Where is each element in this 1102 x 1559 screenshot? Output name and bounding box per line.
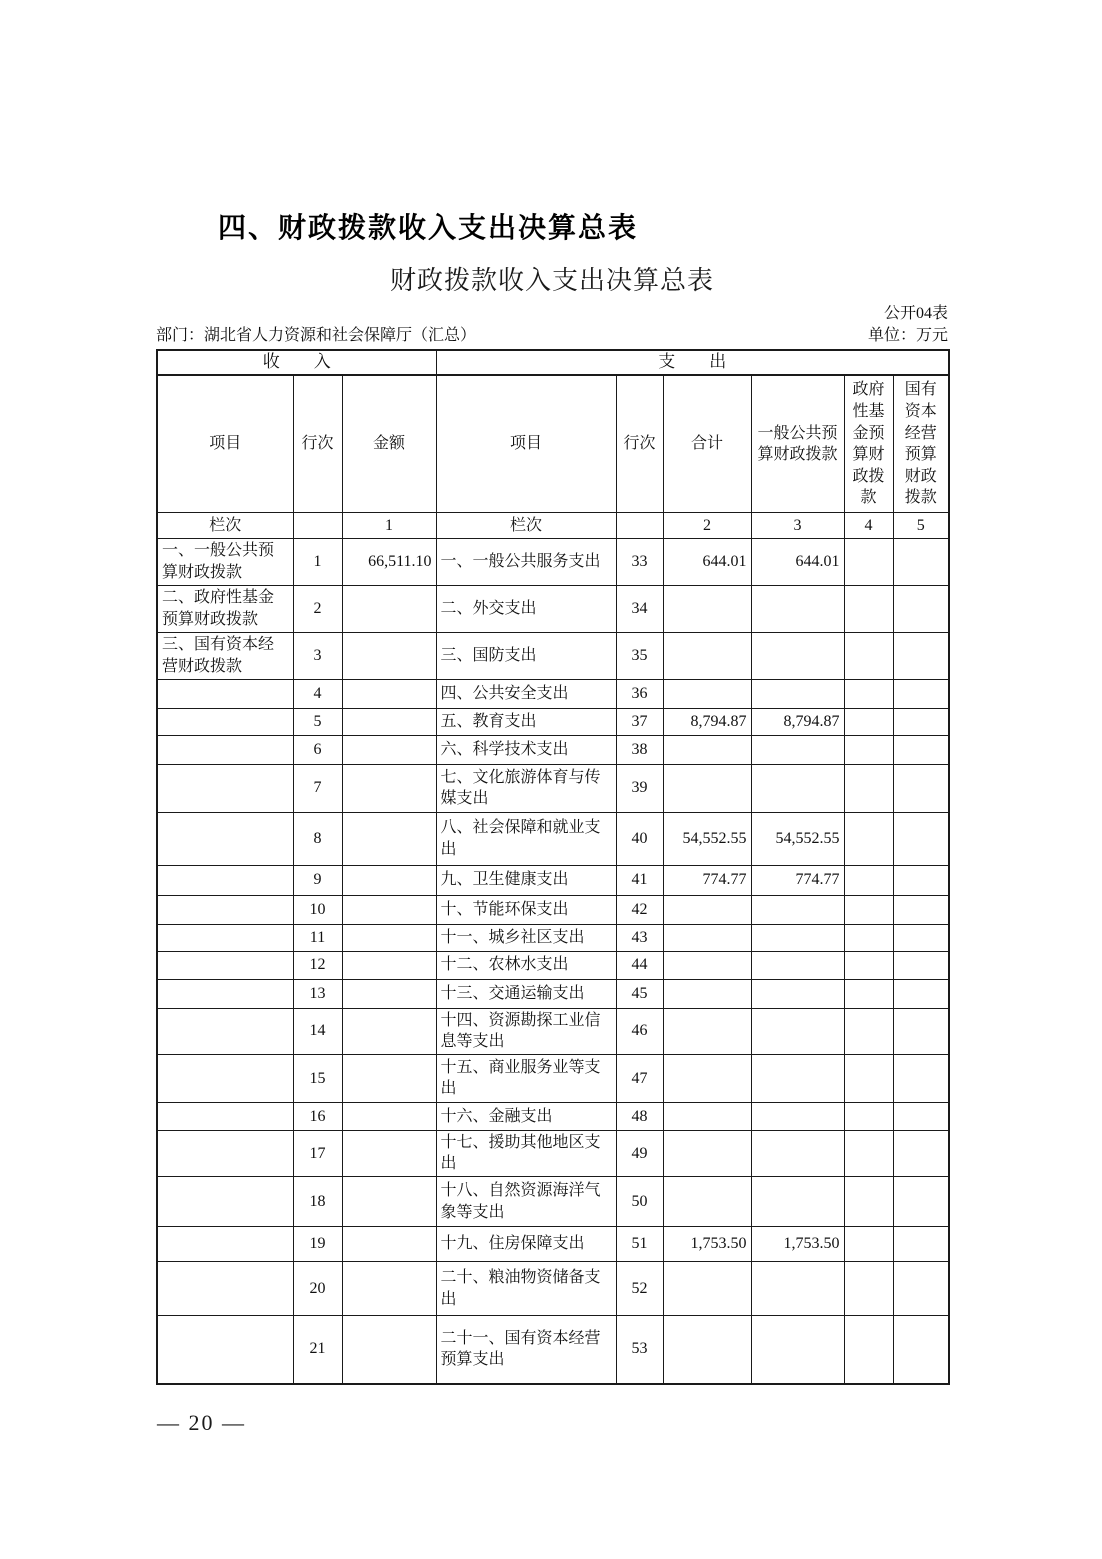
income-item-cell: [157, 1054, 293, 1102]
table-row: [157, 951, 949, 979]
expense-line-cell: 48: [616, 1102, 663, 1130]
expense-line-cell: 36: [616, 679, 663, 708]
expense-item-cell: 十六、金融支出: [436, 1102, 616, 1130]
expense-govfund-cell: [844, 1008, 893, 1054]
income-line-cell: 2: [293, 585, 342, 632]
income-line-cell: 14: [293, 1008, 342, 1054]
expense-line-cell: 44: [616, 951, 663, 979]
expense-item-cell: 十二、农林水支出: [436, 951, 616, 979]
income-item-cell: [157, 951, 293, 979]
expense-total-cell: [663, 924, 751, 951]
expense-line-cell: 34: [616, 585, 663, 632]
expense-line-cell: 53: [616, 1316, 663, 1384]
form-code-label: 公开04表: [883, 305, 948, 322]
section-title: 四、财政拨款收入支出决算总表: [218, 212, 639, 243]
expense-total-cell: [663, 979, 751, 1008]
expense-total-cell: [663, 585, 751, 632]
income-amount-cell: [342, 1316, 436, 1384]
income-amount-cell: [342, 1262, 436, 1316]
expense-state-capital-cell: [893, 764, 949, 812]
expense-total-cell: [663, 1102, 751, 1130]
expense-item-cell: 十、节能环保支出: [436, 895, 616, 924]
expense-state-capital-cell: [893, 539, 949, 585]
expense-govfund-cell: [844, 812, 893, 865]
expense-line-cell: 43: [616, 924, 663, 951]
table-meta-line: [156, 322, 948, 345]
income-line-cell: 13: [293, 979, 342, 1008]
income-item-header: 项目: [157, 375, 293, 513]
income-line-cell: 8: [293, 812, 342, 865]
expense-item-cell: 二十一、国有资本经营预算支出: [436, 1316, 616, 1384]
expense-govfund-cell: [844, 679, 893, 708]
expense-line-cell: 39: [616, 764, 663, 812]
income-amount-cell: [342, 735, 436, 764]
expense-item-cell: 栏次: [436, 513, 616, 539]
expense-govfund-cell: [844, 924, 893, 951]
income-item-cell: [157, 679, 293, 708]
expense-item-cell: 十三、交通运输支出: [436, 979, 616, 1008]
income-line-header: 行次: [293, 375, 342, 513]
expense-govfund-cell: [844, 735, 893, 764]
income-amount-cell: [342, 1008, 436, 1054]
expense-state-capital-cell: [893, 632, 949, 679]
table-row: [157, 924, 949, 951]
expense-item-header: 项目: [436, 375, 616, 513]
income-amount-cell: [342, 764, 436, 812]
expense-govfund-cell: 4: [844, 513, 893, 539]
expense-line-cell: 47: [616, 1054, 663, 1102]
table-row: [157, 764, 949, 812]
income-amount-cell: [342, 1177, 436, 1227]
income-item-cell: [157, 812, 293, 865]
income-item-cell: [157, 1227, 293, 1262]
income-item-cell: 三、国有资本经营财政拨款: [157, 632, 293, 679]
expense-state-capital-cell: [893, 924, 949, 951]
income-item-cell: [157, 708, 293, 735]
expense-state-capital-cell: [893, 865, 949, 895]
expense-state-capital-cell: [893, 679, 949, 708]
income-line-cell: 15: [293, 1054, 342, 1102]
expense-total-cell: 644.01: [663, 539, 751, 585]
expense-govfund-cell: [844, 708, 893, 735]
income-item-cell: [157, 924, 293, 951]
table-title: 财政拨款收入支出决算总表: [389, 266, 714, 295]
department-label: 部门：湖北省人力资源和社会保障厅（汇总）: [156, 327, 477, 344]
expense-govfund-cell: [844, 1177, 893, 1227]
table-row: [157, 812, 949, 865]
income-line-cell: 20: [293, 1262, 342, 1316]
expense-state-capital-cell: [893, 812, 949, 865]
table-row: [157, 979, 949, 1008]
income-item-cell: [157, 1130, 293, 1176]
expense-state-capital-cell: [893, 895, 949, 924]
page-number: — 20 —: [157, 1410, 246, 1435]
table-row: [157, 865, 949, 895]
expense-item-cell: 十一、城乡社区支出: [436, 924, 616, 951]
expense-item-cell: 十八、自然资源海洋气象等支出: [436, 1177, 616, 1227]
index-row: [157, 513, 949, 539]
expense-item-cell: 一、一般公共服务支出: [436, 539, 616, 585]
expense-state-capital-cell: [893, 1177, 949, 1227]
income-item-cell: [157, 735, 293, 764]
expense-govfund-cell: [844, 585, 893, 632]
expense-line-cell: 40: [616, 812, 663, 865]
expense-general-budget-cell: [751, 679, 844, 708]
income-amount-cell: [342, 895, 436, 924]
table-row: [157, 735, 949, 764]
expense-total-cell: [663, 1054, 751, 1102]
expense-general-budget-cell: 8,794.87: [751, 708, 844, 735]
income-line-cell: 12: [293, 951, 342, 979]
expense-general-budget-cell: [751, 1262, 844, 1316]
expense-line-cell: 41: [616, 865, 663, 895]
table-row: [157, 1316, 949, 1384]
expense-total-header: 合计: [663, 375, 751, 513]
expense-line-cell: 50: [616, 1177, 663, 1227]
expense-general-budget-cell: [751, 585, 844, 632]
income-line-cell: 18: [293, 1177, 342, 1227]
expense-state-capital-cell: 5: [893, 513, 949, 539]
expense-state-capital-cell: [893, 1008, 949, 1054]
table-row: [157, 1130, 949, 1176]
state-capital-budget-header: 国有资本经营预算财政拨款: [893, 375, 949, 513]
expense-govfund-cell: [844, 895, 893, 924]
expense-item-cell: 十九、住房保障支出: [436, 1227, 616, 1262]
expense-general-budget-cell: [751, 895, 844, 924]
income-amount-header: 金额: [342, 375, 436, 513]
fiscal-appropriation-table: [156, 349, 950, 1385]
expense-govfund-cell: [844, 865, 893, 895]
expense-item-cell: 七、文化旅游体育与传媒支出: [436, 764, 616, 812]
income-line-cell: 5: [293, 708, 342, 735]
income-item-cell: [157, 979, 293, 1008]
expense-item-cell: 八、社会保障和就业支出: [436, 812, 616, 865]
table-row: [157, 585, 949, 632]
income-item-cell: 一、一般公共预算财政拨款: [157, 539, 293, 585]
expense-state-capital-cell: [893, 1316, 949, 1384]
income-amount-cell: [342, 1054, 436, 1102]
income-line-cell: 19: [293, 1227, 342, 1262]
expense-total-cell: [663, 679, 751, 708]
expense-line-cell: 49: [616, 1130, 663, 1176]
expense-item-cell: 五、教育支出: [436, 708, 616, 735]
expense-total-cell: [663, 764, 751, 812]
expense-total-cell: 774.77: [663, 865, 751, 895]
income-amount-cell: [342, 1130, 436, 1176]
expense-total-cell: [663, 1008, 751, 1054]
income-line-cell: [293, 513, 342, 539]
expense-line-cell: [616, 513, 663, 539]
expense-general-budget-cell: 644.01: [751, 539, 844, 585]
expense-line-cell: 38: [616, 735, 663, 764]
expense-general-budget-cell: [751, 1102, 844, 1130]
general-budget-header: 一般公共预算财政拨款: [751, 375, 844, 513]
table-row: [157, 632, 949, 679]
expense-govfund-cell: [844, 539, 893, 585]
expense-govfund-cell: [844, 1316, 893, 1384]
expense-general-budget-cell: [751, 1054, 844, 1102]
expense-item-cell: 二、外交支出: [436, 585, 616, 632]
expense-general-budget-cell: [751, 1008, 844, 1054]
income-line-cell: 9: [293, 865, 342, 895]
table-row: [157, 1227, 949, 1262]
table-row: [157, 1177, 949, 1227]
expense-total-cell: 1,753.50: [663, 1227, 751, 1262]
income-item-cell: [157, 1316, 293, 1384]
expense-govfund-cell: [844, 1054, 893, 1102]
income-amount-cell: [342, 632, 436, 679]
income-line-cell: 1: [293, 539, 342, 585]
expense-govfund-cell: [844, 1262, 893, 1316]
expense-general-budget-cell: [751, 1130, 844, 1176]
expense-state-capital-cell: [893, 1054, 949, 1102]
expense-total-cell: [663, 735, 751, 764]
expense-general-budget-cell: [751, 764, 844, 812]
expense-line-cell: 33: [616, 539, 663, 585]
expense-group-header: 支 出: [436, 350, 949, 375]
expense-general-budget-cell: [751, 951, 844, 979]
table-row: [157, 539, 949, 585]
expense-total-cell: [663, 895, 751, 924]
expense-item-cell: 九、卫生健康支出: [436, 865, 616, 895]
expense-general-budget-cell: [751, 735, 844, 764]
expense-line-cell: 45: [616, 979, 663, 1008]
expense-line-cell: 37: [616, 708, 663, 735]
expense-total-cell: [663, 632, 751, 679]
expense-govfund-cell: [844, 979, 893, 1008]
income-item-cell: [157, 865, 293, 895]
income-amount-cell: [342, 865, 436, 895]
table-row: [157, 1054, 949, 1102]
expense-govfund-cell: [844, 632, 893, 679]
expense-general-budget-cell: [751, 1177, 844, 1227]
expense-govfund-cell: [844, 951, 893, 979]
unit-label: 单位：万元: [867, 327, 948, 344]
table-row: [157, 708, 949, 735]
expense-general-budget-cell: 1,753.50: [751, 1227, 844, 1262]
income-amount-cell: [342, 951, 436, 979]
expense-item-cell: 十四、资源勘探工业信息等支出: [436, 1008, 616, 1054]
income-item-cell: [157, 764, 293, 812]
expense-line-cell: 42: [616, 895, 663, 924]
income-amount-cell: [342, 979, 436, 1008]
expense-line-cell: 51: [616, 1227, 663, 1262]
expense-item-cell: 十七、援助其他地区支出: [436, 1130, 616, 1176]
expense-total-cell: [663, 1262, 751, 1316]
expense-item-cell: 六、科学技术支出: [436, 735, 616, 764]
income-amount-cell: [342, 708, 436, 735]
income-item-cell: 二、政府性基金预算财政拨款: [157, 585, 293, 632]
expense-total-cell: [663, 951, 751, 979]
income-amount-cell: [342, 812, 436, 865]
expense-state-capital-cell: [893, 1102, 949, 1130]
expense-line-cell: 52: [616, 1262, 663, 1316]
income-item-cell: [157, 1008, 293, 1054]
expense-state-capital-cell: [893, 951, 949, 979]
expense-line-header: 行次: [616, 375, 663, 513]
expense-line-cell: 35: [616, 632, 663, 679]
expense-state-capital-cell: [893, 735, 949, 764]
income-item-cell: [157, 1102, 293, 1130]
income-amount-cell: [342, 924, 436, 951]
income-item-cell: [157, 1262, 293, 1316]
income-amount-cell: 1: [342, 513, 436, 539]
expense-general-budget-cell: 774.77: [751, 865, 844, 895]
expense-item-cell: 三、国防支出: [436, 632, 616, 679]
income-amount-cell: [342, 679, 436, 708]
expense-govfund-cell: [844, 764, 893, 812]
expense-total-cell: 8,794.87: [663, 708, 751, 735]
income-line-cell: 10: [293, 895, 342, 924]
expense-general-budget-cell: 3: [751, 513, 844, 539]
expense-item-cell: 二十、粮油物资储备支出: [436, 1262, 616, 1316]
expense-line-cell: 46: [616, 1008, 663, 1054]
table-row: [157, 1008, 949, 1054]
expense-state-capital-cell: [893, 1130, 949, 1176]
income-item-cell: [157, 1177, 293, 1227]
group-header-row: [157, 350, 949, 375]
table-row: [157, 679, 949, 708]
income-line-cell: 3: [293, 632, 342, 679]
expense-total-cell: [663, 1130, 751, 1176]
income-line-cell: 16: [293, 1102, 342, 1130]
table-row: [157, 1102, 949, 1130]
expense-state-capital-cell: [893, 979, 949, 1008]
income-amount-cell: [342, 1227, 436, 1262]
expense-total-cell: [663, 1316, 751, 1384]
expense-general-budget-cell: [751, 632, 844, 679]
expense-total-cell: 2: [663, 513, 751, 539]
income-line-cell: 6: [293, 735, 342, 764]
income-line-cell: 7: [293, 764, 342, 812]
gov-fund-budget-header: 政府性基金预算财政拨款: [844, 375, 893, 513]
expense-govfund-cell: [844, 1227, 893, 1262]
column-header-row: [157, 375, 949, 513]
expense-state-capital-cell: [893, 1262, 949, 1316]
expense-item-cell: 十五、商业服务业等支出: [436, 1054, 616, 1102]
income-line-cell: 21: [293, 1316, 342, 1384]
table-row: [157, 895, 949, 924]
expense-state-capital-cell: [893, 585, 949, 632]
income-line-cell: 17: [293, 1130, 342, 1176]
expense-state-capital-cell: [893, 1227, 949, 1262]
expense-govfund-cell: [844, 1130, 893, 1176]
income-amount-cell: [342, 585, 436, 632]
income-amount-cell: 66,511.10: [342, 539, 436, 585]
expense-general-budget-cell: [751, 924, 844, 951]
income-amount-cell: [342, 1102, 436, 1130]
expense-general-budget-cell: 54,552.55: [751, 812, 844, 865]
income-line-cell: 4: [293, 679, 342, 708]
expense-govfund-cell: [844, 1102, 893, 1130]
income-line-cell: 11: [293, 924, 342, 951]
income-group-header: 收 入: [157, 350, 436, 375]
expense-general-budget-cell: [751, 979, 844, 1008]
table-row: [157, 1262, 949, 1316]
income-item-cell: [157, 895, 293, 924]
expense-total-cell: [663, 1177, 751, 1227]
expense-general-budget-cell: [751, 1316, 844, 1384]
income-item-cell: 栏次: [157, 513, 293, 539]
expense-state-capital-cell: [893, 708, 949, 735]
expense-total-cell: 54,552.55: [663, 812, 751, 865]
expense-item-cell: 四、公共安全支出: [436, 679, 616, 708]
